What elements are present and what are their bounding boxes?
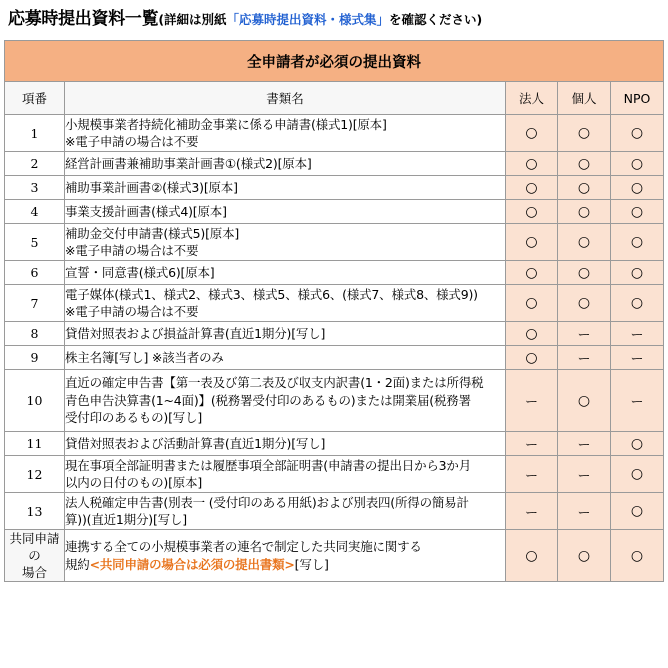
mark-indiv: ○	[558, 370, 611, 432]
mark-corp: ー	[506, 432, 558, 456]
mark-corp: ○	[506, 530, 558, 582]
document-name-line: 電子媒体(様式1、様式2、様式3、様式5、様式6、(様式7、様式8、様式9))	[65, 286, 478, 302]
header-npo: NPO	[611, 82, 664, 115]
mark-indiv: ○	[558, 224, 611, 261]
joint-title-line: 共同申請の	[9, 531, 60, 563]
header-doc: 書類名	[65, 82, 506, 115]
mark-npo: ○	[611, 115, 664, 152]
heading-note-close: を確認ください)	[389, 12, 483, 27]
document-name-line: ※電子申請の場合は不要	[65, 304, 199, 319]
mark-indiv: ○	[558, 152, 611, 176]
mark-corp: ー	[506, 493, 558, 530]
document-name-line: 貸借対照表および損益計算書(直近1期分)[写し]	[65, 325, 326, 341]
mark-indiv: ○	[558, 285, 611, 322]
row-number: 8	[5, 322, 65, 346]
row-number: 2	[5, 152, 65, 176]
document-name	[65, 176, 506, 200]
table-row	[5, 346, 664, 370]
document-name-line: 法人税確定申告書(別表一 (受付印のある用紙)および別表四(所得の簡易計	[65, 494, 469, 510]
document-name-line: 現在事項全部証明書または履歴事項全部証明書(申請書の提出日から3か月	[65, 457, 472, 473]
table-row	[5, 224, 664, 261]
table-row	[5, 152, 664, 176]
page-heading	[8, 6, 663, 32]
mark-corp: ー	[506, 456, 558, 493]
joint-desc-prefix: 規約	[65, 556, 90, 572]
row-number: 7	[5, 285, 65, 322]
mark-npo: ○	[611, 176, 664, 200]
document-name-line: 受付印のあるもの)[写し]	[65, 410, 203, 426]
row-number: 10	[5, 370, 65, 432]
heading-title: 応募時提出資料一覧	[8, 9, 159, 29]
document-name	[65, 322, 506, 346]
banner-row	[5, 41, 664, 82]
mark-corp: ○	[506, 115, 558, 152]
mark-indiv: ー	[558, 456, 611, 493]
joint-desc-line2	[65, 556, 505, 574]
mark-npo: ○	[611, 432, 664, 456]
mark-indiv: ○	[558, 115, 611, 152]
mark-indiv: ○	[558, 261, 611, 285]
mark-corp: ○	[506, 224, 558, 261]
document-name-line: 直近の確定申告書【第一表及び第二表及び収支内訳書(1・2面)または所得税	[65, 375, 484, 391]
mark-corp: ○	[506, 285, 558, 322]
table-row	[5, 370, 664, 432]
mark-indiv: ー	[558, 432, 611, 456]
document-name	[65, 346, 506, 370]
mark-npo: ー	[611, 346, 664, 370]
mark-indiv: ○	[558, 176, 611, 200]
row-number: 4	[5, 200, 65, 224]
table-row	[5, 200, 664, 224]
header-row	[5, 82, 664, 115]
mark-npo: ○	[611, 261, 664, 285]
mark-npo: ○	[611, 285, 664, 322]
table-row	[5, 322, 664, 346]
header-indiv: 個人	[558, 82, 611, 115]
table-row	[5, 176, 664, 200]
document-name	[65, 432, 506, 456]
document-name-line: 事業支援計画書(様式4)[原本]	[65, 203, 227, 219]
document-name	[65, 285, 506, 322]
document-name	[65, 200, 506, 224]
document-name	[65, 493, 506, 530]
row-number: 12	[5, 456, 65, 493]
required-documents-table	[4, 40, 664, 582]
header-no: 項番	[5, 82, 65, 115]
joint-application-description	[65, 530, 506, 582]
joint-desc-line1: 連携する全ての小規模事業者の連名で制定した共同実施に関する	[65, 539, 422, 554]
document-name-line: 貸借対照表および活動計算書(直近1期分)[写し]	[65, 435, 326, 451]
mark-npo: ○	[611, 152, 664, 176]
mark-npo: ー	[611, 370, 664, 432]
mark-npo: ー	[611, 322, 664, 346]
row-number: 5	[5, 224, 65, 261]
row-number: 1	[5, 115, 65, 152]
document-name-line: 宣誓・同意書(様式6)[原本]	[65, 264, 215, 280]
mark-indiv: ー	[558, 493, 611, 530]
row-number: 11	[5, 432, 65, 456]
table-row	[5, 456, 664, 493]
document-name-line: 以内の日付のもの)[原本]	[65, 475, 203, 490]
table-row	[5, 432, 664, 456]
document-name	[65, 456, 506, 493]
mark-indiv: ○	[558, 530, 611, 582]
document-name-line: 算))(直近1期分)[写し]	[65, 512, 187, 527]
mark-indiv: ○	[558, 200, 611, 224]
heading-note-open: (詳細は別紙	[158, 12, 227, 27]
document-name-line: 補助事業計画書②(様式3)[原本]	[65, 179, 238, 195]
mark-corp: ○	[506, 200, 558, 224]
document-name	[65, 152, 506, 176]
joint-title-line: 場合	[21, 565, 47, 580]
mark-corp: ○	[506, 346, 558, 370]
document-name-line: 経営計画書兼補助事業計画書①(様式2)[原本]	[65, 155, 312, 171]
forms-collection-link[interactable]: 「応募時提出資料・様式集」	[226, 12, 390, 27]
mark-npo: ○	[611, 224, 664, 261]
document-name-line: 小規模事業者持続化補助金事業に係る申請書(様式1)[原本]	[65, 116, 387, 132]
mark-npo: ○	[611, 493, 664, 530]
row-number: 9	[5, 346, 65, 370]
document-name-line: 補助金交付申請書(様式5)[原本]	[65, 225, 240, 241]
table-banner: 全申請者が必須の提出資料	[5, 41, 664, 82]
table-row	[5, 115, 664, 152]
mark-corp: ー	[506, 370, 558, 432]
table-row	[5, 493, 664, 530]
table-row	[5, 285, 664, 322]
document-name-line: ※電子申請の場合は不要	[65, 243, 199, 258]
document-name	[65, 261, 506, 285]
joint-required-note: <共同申請の場合は必須の提出書類>	[89, 556, 295, 572]
mark-corp: ○	[506, 322, 558, 346]
joint-application-title	[5, 530, 65, 582]
row-number: 13	[5, 493, 65, 530]
header-corp: 法人	[506, 82, 558, 115]
document-name-line: 青色申告決算書(1~4面)】(税務署受付印のあるもの)または開業届(税務署	[65, 392, 471, 408]
mark-npo: ○	[611, 200, 664, 224]
mark-indiv: ー	[558, 322, 611, 346]
row-number: 3	[5, 176, 65, 200]
mark-indiv: ー	[558, 346, 611, 370]
document-name	[65, 115, 506, 152]
mark-npo: ○	[611, 456, 664, 493]
document-name	[65, 224, 506, 261]
document-name-line: ※電子申請の場合は不要	[65, 134, 199, 149]
row-number: 6	[5, 261, 65, 285]
mark-npo: ○	[611, 530, 664, 582]
mark-corp: ○	[506, 261, 558, 285]
joint-application-row	[5, 530, 664, 582]
joint-desc-suffix: [写し]	[294, 556, 329, 572]
table-row	[5, 261, 664, 285]
mark-corp: ○	[506, 152, 558, 176]
mark-corp: ○	[506, 176, 558, 200]
document-name	[65, 370, 506, 432]
document-name-line: 株主名簿[写し] ※該当者のみ	[65, 349, 224, 365]
